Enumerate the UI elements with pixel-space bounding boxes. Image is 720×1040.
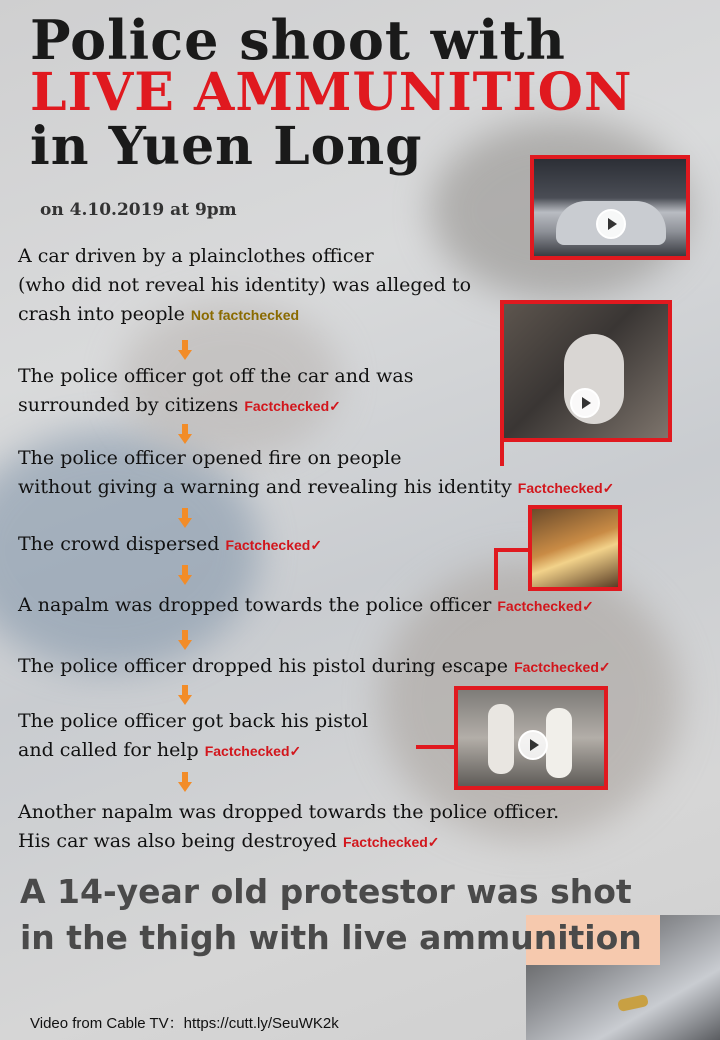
down-arrow-icon <box>178 685 192 707</box>
video-source-footer: Video from Cable TV：https://cutt.ly/SeuWK2k <box>30 1015 339 1032</box>
step-text-line: The police officer got off the car and was <box>18 365 414 387</box>
person-shape <box>546 708 572 778</box>
connector-line <box>416 745 456 749</box>
play-icon[interactable] <box>570 388 600 418</box>
step-6 <box>18 652 611 682</box>
connector-line <box>494 548 528 552</box>
step-text-line: A car driven by a plainclothes officer <box>18 245 374 267</box>
conclusion-line-1: A 14-year old protestor was shot <box>20 872 632 911</box>
step-text-line: The police officer got back his pistol <box>18 710 369 732</box>
status-badge: Factchecked✓ <box>342 834 440 850</box>
status-badge: Factchecked✓ <box>244 398 341 414</box>
step-text-line: His car was also being destroyed <box>18 830 337 852</box>
title-line-1: Police shoot with <box>30 8 566 72</box>
status-badge: Not factchecked <box>190 307 300 323</box>
down-arrow-icon <box>178 772 192 794</box>
down-arrow-icon <box>178 508 192 530</box>
step-2 <box>18 362 414 421</box>
play-icon[interactable] <box>596 209 626 239</box>
down-arrow-icon <box>178 565 192 587</box>
step-text-line: The police officer dropped his pistol during escape <box>18 655 509 677</box>
video-thumbnail-officer[interactable] <box>500 300 672 442</box>
step-8 <box>18 798 559 857</box>
step-text-line: The police officer opened fire on people <box>18 447 402 469</box>
play-icon[interactable] <box>518 730 548 760</box>
conclusion-line-2: in the thigh with live ammunition <box>20 918 642 957</box>
down-arrow-icon <box>178 424 192 446</box>
status-badge: Factchecked✓ <box>497 598 594 614</box>
step-text-line: The crowd dispersed <box>18 533 220 555</box>
status-badge: Factchecked✓ <box>517 480 615 496</box>
step-3 <box>18 444 614 503</box>
title-line-3: in Yuen Long <box>30 116 423 177</box>
step-text-line: without giving a warning and revealing his identity <box>18 476 512 498</box>
video-thumbnail-pistol[interactable] <box>454 686 608 790</box>
connector-line <box>500 300 504 466</box>
step-text-line: and called for help <box>18 739 199 761</box>
bullet-shape <box>617 994 649 1012</box>
status-badge: Factchecked✓ <box>514 659 611 675</box>
down-arrow-icon <box>178 340 192 362</box>
step-text-line: Another napalm was dropped towards the police officer. <box>18 801 560 823</box>
event-date: on 4.10.2019 at 9pm <box>40 200 237 220</box>
step-5 <box>18 591 594 621</box>
step-text-line: (who did not reveal his identity) was alleged to <box>18 274 472 296</box>
step-1 <box>18 242 471 330</box>
status-badge: Factchecked✓ <box>204 743 302 759</box>
down-arrow-icon <box>178 630 192 652</box>
step-text-line: A napalm was dropped towards the police officer <box>18 594 492 616</box>
video-thumbnail-car[interactable] <box>530 155 690 260</box>
connector-line <box>494 548 498 590</box>
step-text-line: surrounded by citizens <box>18 394 239 416</box>
video-thumbnail-fire[interactable] <box>528 505 622 591</box>
person-shape <box>488 704 514 774</box>
step-7 <box>18 707 368 766</box>
title-line-2: LIVE AMMUNITION <box>30 62 633 123</box>
step-text-line: crash into people <box>18 303 185 325</box>
status-badge: Factchecked✓ <box>225 537 323 553</box>
step-4 <box>18 530 322 560</box>
